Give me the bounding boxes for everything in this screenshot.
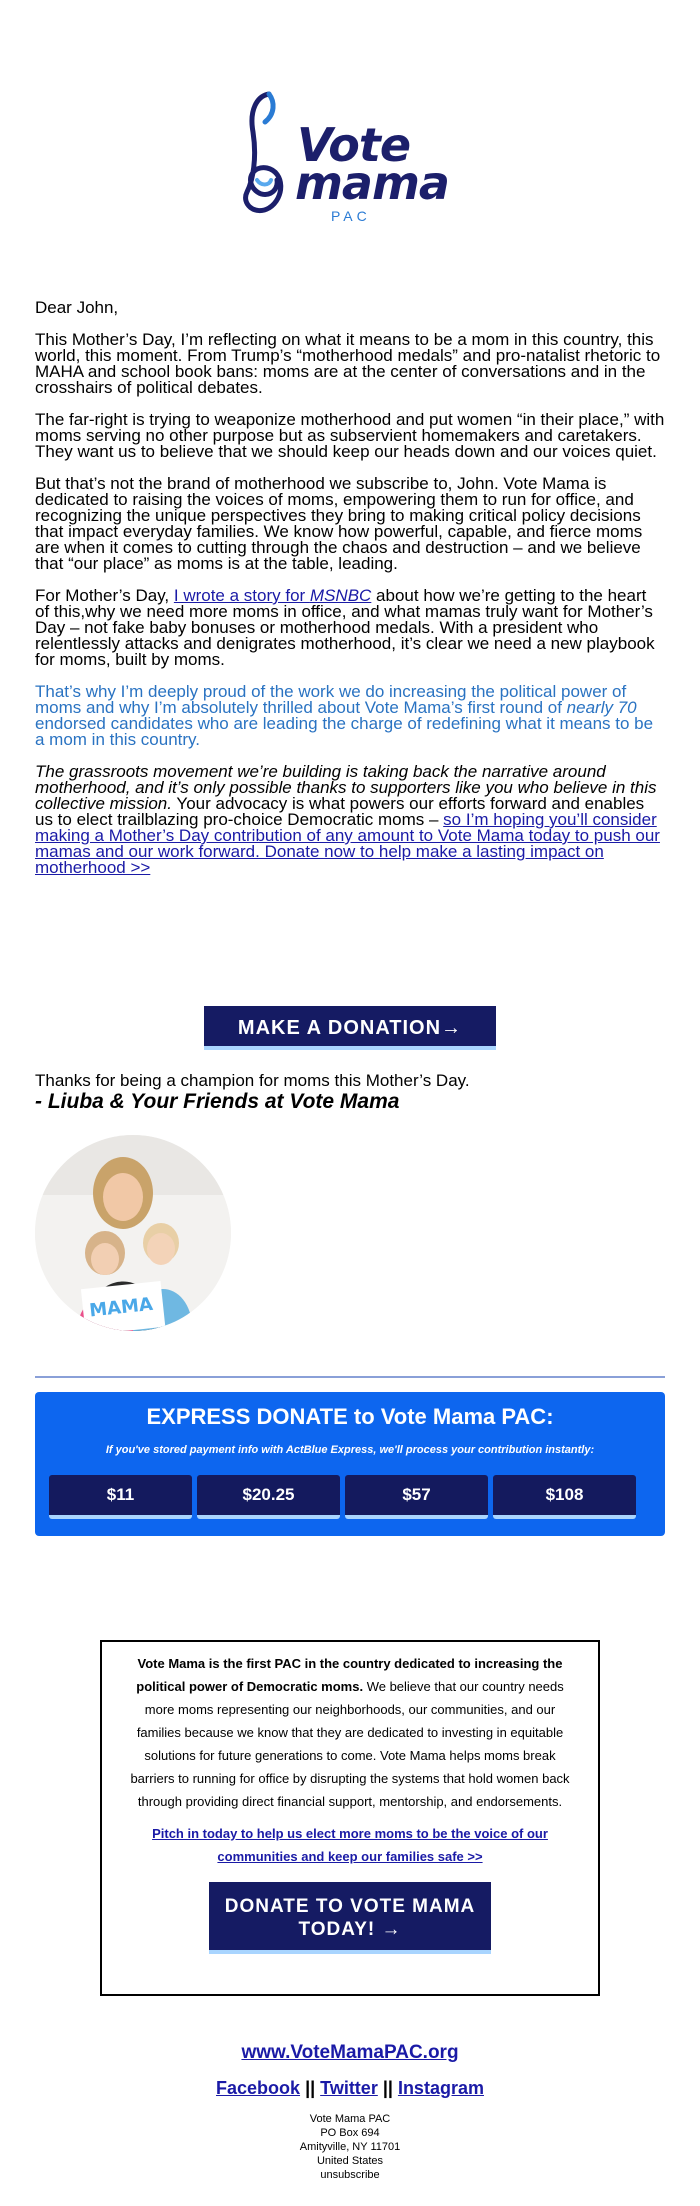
thanks-line: Thanks for being a champion for moms this Mother’s Day. (35, 1071, 470, 1090)
about-box (100, 1640, 600, 1996)
closing (35, 1072, 665, 1114)
divider (35, 1376, 665, 1378)
msnbc-story-link[interactable]: I wrote a story for MSNBC (173, 586, 372, 605)
logo-word-vote: Vote (297, 118, 411, 172)
signature: - Liuba & Your Friends at Vote Mama (35, 1090, 400, 1113)
letter-body (35, 300, 665, 892)
twitter-link[interactable]: Twitter (320, 2078, 378, 2098)
amount-button-57[interactable]: $57 (345, 1475, 488, 1519)
facebook-link[interactable]: Facebook (216, 2078, 301, 2098)
express-title: EXPRESS DONATE to Vote Mama PAC: (146, 1404, 554, 1429)
amount-button-108[interactable]: $108 (493, 1475, 636, 1519)
unsubscribe-link[interactable]: unsubscribe (320, 2169, 380, 2181)
vote-mama-logo (235, 80, 465, 224)
family-photo (35, 1135, 231, 1331)
website-link[interactable]: www.VoteMamaPAC.org (241, 2042, 459, 2063)
amount-button-20-25[interactable]: $20.25 (197, 1475, 340, 1519)
amount-button-11[interactable]: $11 (49, 1475, 192, 1519)
footer-site (0, 2042, 700, 2064)
paragraph-2: The far-right is trying to weaponize motherhood and put women “in their place,” with moms serving no other purpose but as subservient homemakers and caretakers. They want us to believe that we should keep our heads down and our voices quiet. (35, 410, 665, 461)
pitch-in-link[interactable]: Pitch in today to help us elect more moms to be the voice of our communities and keep our families safe >> (152, 1826, 548, 1864)
make-donation-button[interactable]: MAKE A DONATION→ (204, 1006, 496, 1050)
paragraph-5: That’s why I’m deeply proud of the work we do increasing the political power of moms and why I’m absolutely thrilled about Vote Mama’s first round of nearly 70 endorsed candidates who are leading the charge of redefining what it means to be a mom in this country. (35, 682, 654, 749)
footer-social: Facebook || Twitter || Instagram (216, 2078, 484, 2098)
donate-text-link[interactable]: so I’m hoping you’ll consider making a Mother’s Day contribution of any amount to Vote Mama today to push our mamas and our work forward. Donate now to help make a lasting impact on motherhood >> (35, 810, 660, 877)
footer-address: Vote Mama PAC PO Box 694 Amityville, NY 11701 United States unsubscribe (0, 2112, 700, 2182)
logo-word-mama: mama (295, 156, 449, 210)
donate-to-vote-mama-button[interactable]: DONATE TO VOTE MAMA TODAY! → (209, 1882, 491, 1954)
logo-ribbon-icon (235, 88, 297, 220)
logo-pac: PAC (331, 208, 371, 224)
paragraph-6: The grassroots movement we’re building is taking back the narrative around motherhood, and it’s only possible thanks to supporters like you who believe in this collective mission. Your advocacy is what powers our efforts forward and enables us to elect trailblazing pro-choice Democratic moms – so I’m hoping you’ll consider making a Mother’s Day contribution of any amount to Vote Mama today to push our mamas and our work forward. Donate now to help make a lasting impact on motherhood >> (35, 762, 660, 877)
photo-sign-text: MAMA (88, 1293, 154, 1322)
about-text: Vote Mama is the first PAC in the country dedicated to increasing the political power of Democratic moms. We believe that our country needs more moms representing our neighborhoods, our communities, and our families because we know that they are dedicated to investing in equitable solutions for future generations to come. Vote Mama helps moms break barriers to running for office by disrupting the systems that hold women back through providing direct financial support, mentorship, and endorsements. (130, 1656, 570, 1809)
paragraph-4: For Mother’s Day, I wrote a story for MSNBC about how we’re getting to the heart of this,why we need more moms in office, and what mamas truly want for Mother’s Day – not fake baby bonuses or motherhood medals. With a president who relentlessly attacks and denigrates motherhood, it’s clear we need a new playbook for moms, built by moms. (35, 586, 655, 669)
about-link-wrap (122, 1822, 578, 1868)
paragraph-3: But that’s not the brand of motherhood we subscribe to, John. Vote Mama is dedicated to raising the voices of moms, empowering them to run for office, and recognizing the unique perspectives they bring to making critical policy decisions that impact everyday families. We know how powerful, capable, and fierce moms are when it comes to cutting through the chaos and destruction – and we believe that “our place” as moms is at the table, leading. (35, 474, 643, 573)
greeting: Dear John, (35, 298, 119, 317)
express-donate-panel (35, 1392, 665, 1536)
express-subtitle: If you've stored payment info with ActBlue Express, we'll process your contribution instantly: (105, 1444, 595, 1456)
paragraph-1: This Mother’s Day, I’m reflecting on what it means to be a mom in this country, this world, this moment. From Trump’s “motherhood medals” and pro-natalist rhetoric to MAHA and school book bans: moms are at the center of conversations and in the crosshairs of political debates. (35, 330, 661, 397)
instagram-link[interactable]: Instagram (397, 2078, 484, 2098)
